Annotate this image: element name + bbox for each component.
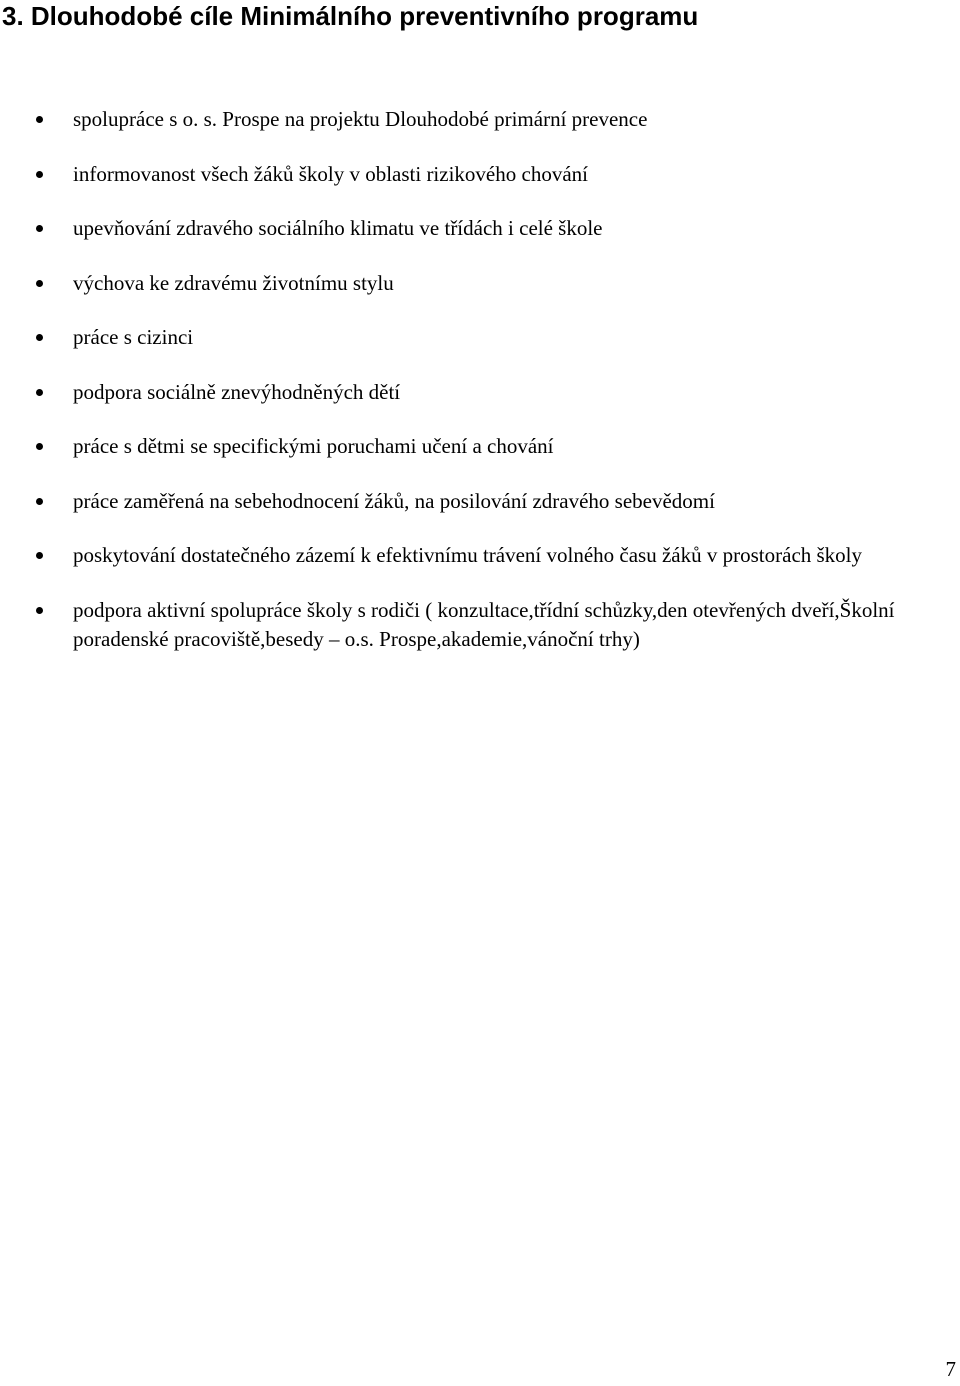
section-heading: 3. Dlouhodobé cíle Minimálního preventivního programu [2, 1, 699, 31]
list-item [0, 160, 960, 189]
list-item [0, 487, 960, 516]
bullet-icon [36, 443, 43, 450]
bullet-icon [36, 552, 43, 559]
list-item-text: upevňování zdravého sociálního klimatu ve třídách i celé škole [73, 216, 603, 240]
bullet-icon [36, 280, 43, 287]
page-number: 7 [945, 1357, 956, 1381]
list-item-text: spolupráce s o. s. Prospe na projektu Dlouhodobé primární prevence [73, 107, 648, 131]
list-item-text: práce s cizinci [73, 325, 194, 349]
list-item [0, 323, 960, 352]
bullet-icon [36, 498, 43, 505]
list-item [0, 378, 960, 407]
list-item-text: poskytování dostatečného zázemí k efektivnímu trávení volného času žáků v prostorách školy [73, 543, 863, 567]
bullet-icon [36, 334, 43, 341]
list-item [0, 105, 960, 134]
bullet-icon [36, 225, 43, 232]
list-item [0, 596, 960, 654]
list-item-text: práce zaměřená na sebehodnocení žáků, na posilování zdravého sebevědomí [73, 488, 715, 513]
list-item [0, 541, 960, 570]
list-item-text: výchova ke zdravému životnímu stylu [73, 270, 394, 295]
list-item-text: informovanost všech žáků školy v oblasti rizikového chování [73, 161, 588, 186]
bullet-icon [36, 116, 43, 123]
list-item [0, 432, 960, 461]
list-item-text: podpora sociálně znevýhodněných dětí [73, 379, 401, 404]
bullet-icon [36, 171, 43, 178]
list-item [0, 269, 960, 298]
bullet-icon [36, 389, 43, 396]
list-item [0, 214, 960, 243]
bullet-icon [36, 607, 43, 614]
list-item-text: podpora aktivní spolupráce školy s rodiči ( konzultace,třídní schůzky,den otevřených dveří,Školní poradenské pracoviště,besedy – o.s. Prospe,akademie,vánoční trhy) [73, 597, 895, 651]
goals-list [0, 105, 960, 679]
list-item-text: práce s dětmi se specifickými poruchami učení a chování [73, 434, 554, 458]
